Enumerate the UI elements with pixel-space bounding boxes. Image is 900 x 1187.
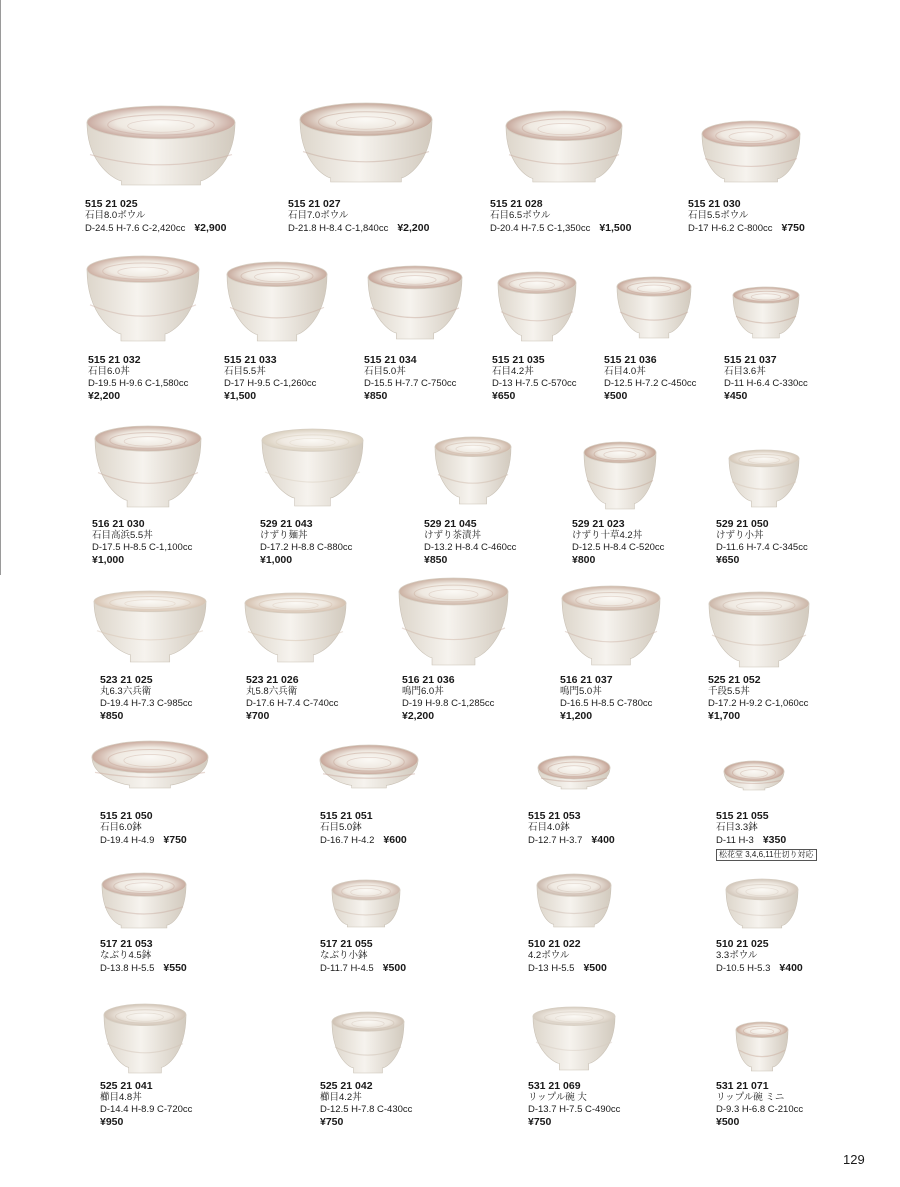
product-name: 石目3.6丼: [724, 366, 766, 377]
product-name: 石目高浜5.5丼: [92, 530, 153, 541]
product-photo: [700, 120, 802, 184]
product-photo: [531, 1006, 617, 1072]
product-photo: [243, 592, 348, 664]
product-info: [288, 198, 429, 235]
product-name: 石目5.5ボウル: [688, 210, 749, 221]
product-photo: [734, 1021, 790, 1073]
product-name: 鳴門6.0丼: [402, 686, 444, 697]
product-name: なぶり小鉢: [320, 950, 368, 961]
product-info: [260, 518, 352, 566]
product-photo: [433, 436, 513, 506]
product-code: 529 21 045: [424, 518, 477, 530]
product-spec: D-20.4 H-7.5 C-1,350cc: [490, 223, 591, 234]
product-info: [528, 938, 607, 975]
product-price: ¥650: [492, 390, 516, 402]
product-price: ¥450: [724, 390, 748, 402]
product-info: [224, 354, 316, 402]
product-spec: D-17 H-6.2 C-800cc: [688, 223, 773, 234]
product-info: [92, 518, 192, 566]
product-code: 515 21 025: [85, 198, 138, 210]
product-photo: [85, 255, 201, 343]
product-spec: D-11.7 H-4.5: [320, 963, 374, 974]
product-info: [724, 354, 808, 402]
product-price: ¥1,500: [224, 390, 257, 402]
product-code: 515 21 030: [688, 198, 741, 210]
product-price: ¥350: [762, 834, 787, 846]
product-spec: D-24.5 H-7.6 C-2,420cc: [85, 223, 186, 234]
product-name: 櫛目4.2丼: [320, 1092, 362, 1103]
product-info: [100, 674, 192, 722]
product-photo: [298, 102, 434, 184]
product-photo: [582, 441, 658, 511]
product-photo: [92, 590, 208, 664]
product-price: ¥1,700: [708, 710, 741, 722]
product-code: 529 21 023: [572, 518, 625, 530]
product-info: [492, 354, 576, 402]
product-info: [716, 518, 808, 566]
product-code: 515 21 053: [528, 810, 581, 822]
product-name: 櫛目4.8丼: [100, 1092, 142, 1103]
product-photo: [504, 110, 624, 184]
product-code: 529 21 050: [716, 518, 769, 530]
product-code: 516 21 037: [560, 674, 613, 686]
product-spec: D-19 H-9.8 C-1,285cc: [402, 698, 495, 709]
product-name: 石目5.0丼: [364, 366, 406, 377]
product-price: ¥750: [528, 1116, 552, 1128]
product-name: リップル碗 大: [528, 1092, 587, 1103]
product-spec: D-13 H-5.5: [528, 963, 575, 974]
product-spec: D-17.6 H-7.4 C-740cc: [246, 698, 339, 709]
product-price: ¥2,200: [88, 390, 121, 402]
product-name: 石目3.3鉢: [716, 822, 758, 833]
product-price: ¥400: [779, 962, 803, 974]
product-info: [364, 354, 456, 402]
product-spec: D-13.2 H-8.4 C-460cc: [424, 542, 517, 553]
product-info: [708, 674, 808, 722]
product-photo: [560, 585, 662, 667]
product-photo: [731, 286, 801, 340]
product-price: ¥1,500: [599, 222, 632, 234]
product-price: ¥400: [591, 834, 615, 846]
product-price: ¥600: [383, 834, 407, 846]
product-photo: [615, 276, 693, 340]
product-code: 531 21 071: [716, 1080, 769, 1092]
product-price: ¥650: [716, 554, 740, 566]
product-name: 鳴門5.0丼: [560, 686, 602, 697]
product-info: [528, 810, 615, 847]
product-info: [100, 1080, 192, 1128]
product-name: けずり茶漬丼: [424, 530, 482, 541]
product-spec: D-17.2 H-9.2 C-1,060cc: [708, 698, 809, 709]
product-price: ¥500: [382, 962, 407, 974]
product-code: 515 21 027: [288, 198, 341, 210]
product-code: 515 21 033: [224, 354, 277, 366]
product-info: [320, 810, 407, 847]
product-photo: [366, 265, 464, 341]
product-name: けずり十草4.2丼: [572, 530, 643, 541]
product-photo: [722, 760, 786, 792]
product-info: [320, 1080, 412, 1128]
product-name: リップル碗 ミニ: [716, 1092, 785, 1103]
product-name: 石目6.0丼: [88, 366, 130, 377]
product-name: 石目4.0鉢: [528, 822, 570, 833]
product-spec: D-12.7 H-3.7: [528, 835, 583, 846]
product-info: [246, 674, 338, 722]
product-code: 515 21 037: [724, 354, 777, 366]
product-spec: D-11 H-3: [716, 835, 754, 846]
product-info: [572, 518, 664, 566]
product-name: 石目6.0鉢: [100, 822, 142, 833]
product-name: 石目4.0丼: [604, 366, 646, 377]
product-photo: [707, 591, 811, 669]
product-photo: [85, 105, 237, 187]
product-name: 石目5.5丼: [224, 366, 266, 377]
product-spec: D-13 H-7.5 C-570cc: [492, 378, 577, 389]
product-code: 525 21 052: [708, 674, 761, 686]
product-info: [716, 938, 803, 975]
product-photo: [727, 449, 801, 509]
product-code: 529 21 043: [260, 518, 313, 530]
product-spec: D-12.5 H-8.4 C-520cc: [572, 542, 665, 553]
product-price: ¥750: [163, 834, 187, 846]
product-spec: D-13.7 H-7.5 C-490cc: [528, 1104, 621, 1115]
product-code: 515 21 036: [604, 354, 657, 366]
product-name: 丸6.3六兵衛: [100, 686, 152, 697]
product-code: 515 21 035: [492, 354, 545, 366]
product-spec: D-17.5 H-8.5 C-1,100cc: [92, 542, 193, 553]
product-name: けずり麺丼: [260, 530, 308, 541]
product-price: ¥1,200: [560, 710, 593, 722]
product-photo: [100, 872, 188, 930]
product-code: 516 21 030: [92, 518, 145, 530]
product-spec: D-15.5 H-7.7 C-750cc: [364, 378, 457, 389]
product-price: ¥2,200: [402, 710, 435, 722]
product-code: 523 21 025: [100, 674, 153, 686]
product-code: 515 21 055: [716, 810, 769, 822]
product-price: ¥2,200: [397, 222, 430, 234]
product-spec: D-19.4 H-7.3 C-985cc: [100, 698, 193, 709]
product-spec: D-13.8 H-5.5: [100, 963, 155, 974]
product-name: 3.3ボウル: [716, 950, 758, 961]
product-info: [716, 1080, 803, 1128]
product-code: 517 21 053: [100, 938, 153, 950]
product-name: 石目8.0ボウル: [85, 210, 146, 221]
product-code: 523 21 026: [246, 674, 299, 686]
product-spec: D-16.5 H-8.5 C-780cc: [560, 698, 653, 709]
product-spec: D-11 H-6.4 C-330cc: [724, 378, 808, 389]
product-photo: [90, 740, 210, 790]
product-spec: D-21.8 H-8.4 C-1,840cc: [288, 223, 389, 234]
product-note: 松花堂 3,4,6,11仕切り対応: [716, 849, 817, 861]
product-photo: [535, 873, 613, 929]
product-name: 石目7.0ボウル: [288, 210, 349, 221]
product-info: [100, 938, 187, 975]
product-photo: [330, 1011, 406, 1075]
product-spec: D-16.7 H-4.2: [320, 835, 375, 846]
product-spec: D-12.5 H-7.8 C-430cc: [320, 1104, 413, 1115]
product-name: なぶり4.5鉢: [100, 950, 152, 961]
product-photo: [102, 1003, 188, 1075]
product-photo: [536, 755, 612, 791]
product-photo: [93, 425, 203, 509]
product-spec: D-19.5 H-9.6 C-1,580cc: [88, 378, 189, 389]
product-price: ¥500: [583, 962, 607, 974]
product-price: ¥1,000: [260, 554, 293, 566]
product-photo: [330, 879, 402, 929]
product-info: [490, 198, 631, 235]
product-photo: [225, 261, 329, 343]
product-price: ¥850: [424, 554, 448, 566]
product-info: [560, 674, 652, 722]
product-price: ¥700: [246, 710, 270, 722]
product-price: ¥850: [100, 710, 124, 722]
product-info: [604, 354, 696, 402]
product-info: [402, 674, 494, 722]
product-code: 515 21 034: [364, 354, 417, 366]
product-spec: D-10.5 H-5.3: [716, 963, 771, 974]
product-photo: [318, 744, 420, 790]
product-photo: [260, 428, 365, 508]
product-price: ¥750: [320, 1116, 344, 1128]
product-spec: D-17 H-9.5 C-1,260cc: [224, 378, 317, 389]
product-info: [320, 938, 406, 975]
product-price: ¥750: [781, 222, 805, 234]
product-code: 525 21 042: [320, 1080, 373, 1092]
product-price: ¥2,900: [194, 222, 227, 234]
product-info: [716, 810, 817, 861]
page-binding-rule: [0, 0, 1, 575]
product-price: ¥500: [716, 1116, 740, 1128]
product-price: ¥950: [100, 1116, 124, 1128]
product-name: 千段5.5丼: [708, 686, 750, 697]
product-photo: [496, 271, 578, 343]
product-code: 517 21 055: [320, 938, 373, 950]
product-name: 石目6.5ボウル: [490, 210, 551, 221]
product-spec: D-9.3 H-6.8 C-210cc: [716, 1104, 804, 1115]
product-spec: D-19.4 H-4.9: [100, 835, 155, 846]
product-code: 531 21 069: [528, 1080, 581, 1092]
product-info: [85, 198, 226, 235]
product-code: 515 21 032: [88, 354, 141, 366]
product-info: [424, 518, 516, 566]
product-code: 515 21 050: [100, 810, 153, 822]
product-price: ¥550: [163, 962, 187, 974]
product-info: [688, 198, 805, 235]
product-code: 515 21 051: [320, 810, 373, 822]
product-photo: [724, 878, 800, 930]
product-name: けずり小丼: [716, 530, 764, 541]
product-spec: D-11.6 H-7.4 C-345cc: [716, 542, 808, 553]
product-price: ¥800: [572, 554, 596, 566]
product-photo: [397, 577, 510, 667]
product-code: 516 21 036: [402, 674, 455, 686]
product-info: [100, 810, 187, 847]
product-name: 丸5.8六兵衛: [246, 686, 298, 697]
product-spec: D-14.4 H-8.9 C-720cc: [100, 1104, 193, 1115]
product-info: [88, 354, 188, 402]
product-code: 525 21 041: [100, 1080, 153, 1092]
product-name: 石目4.2丼: [492, 366, 534, 377]
product-name: 4.2ボウル: [528, 950, 570, 961]
product-code: 510 21 025: [716, 938, 769, 950]
product-price: ¥1,000: [92, 554, 125, 566]
product-code: 515 21 028: [490, 198, 543, 210]
product-name: 石目5.0鉢: [320, 822, 362, 833]
page-number: 129: [843, 1152, 865, 1167]
product-price: ¥500: [604, 390, 628, 402]
product-spec: D-12.5 H-7.2 C-450cc: [604, 378, 697, 389]
product-code: 510 21 022: [528, 938, 581, 950]
product-price: ¥850: [364, 390, 388, 402]
product-info: [528, 1080, 620, 1128]
product-spec: D-17.2 H-8.8 C-880cc: [260, 542, 353, 553]
